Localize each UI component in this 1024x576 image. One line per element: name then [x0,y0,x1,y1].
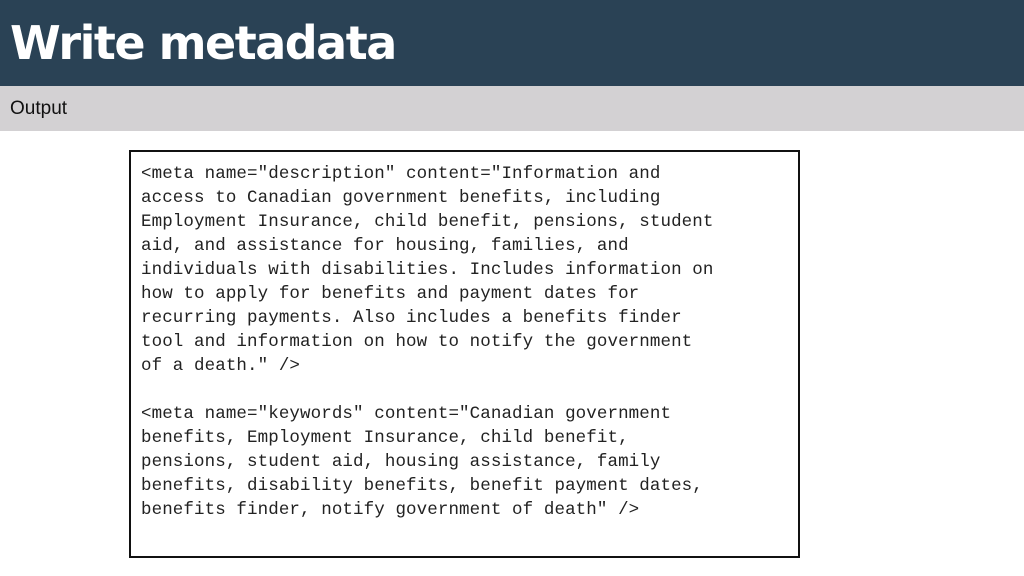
code-line: benefits, disability benefits, benefit payment dates, [141,476,703,496]
code-line: benefits finder, notify government of death" /> [141,500,640,520]
blank-line [141,378,791,402]
code-line: aid, and assistance for housing, families, and [141,236,629,256]
code-line: recurring payments. Also includes a benefits finder [141,308,682,328]
section-label: Output [10,98,68,119]
output-box [129,150,800,558]
code-line: <meta name="description" content="Information and [141,164,661,184]
code-line: Employment Insurance, child benefit, pensions, student [141,212,714,232]
code-line: <meta name="keywords" content="Canadian government [141,404,672,424]
code-line: benefits, Employment Insurance, child benefit, [141,428,629,448]
page-title: Write metadata [10,16,396,70]
code-line: pensions, student aid, housing assistance, family [141,452,661,472]
code-line: access to Canadian government benefits, including [141,188,661,208]
code-line: of a death." /> [141,356,301,376]
code-line: how to apply for benefits and payment dates for [141,284,640,304]
metadata-code-block [141,162,791,522]
code-line: tool and information on how to notify the government [141,332,693,352]
section-bar [0,86,1024,131]
title-bar [0,0,1024,86]
code-line: individuals with disabilities. Includes information on [141,260,714,280]
